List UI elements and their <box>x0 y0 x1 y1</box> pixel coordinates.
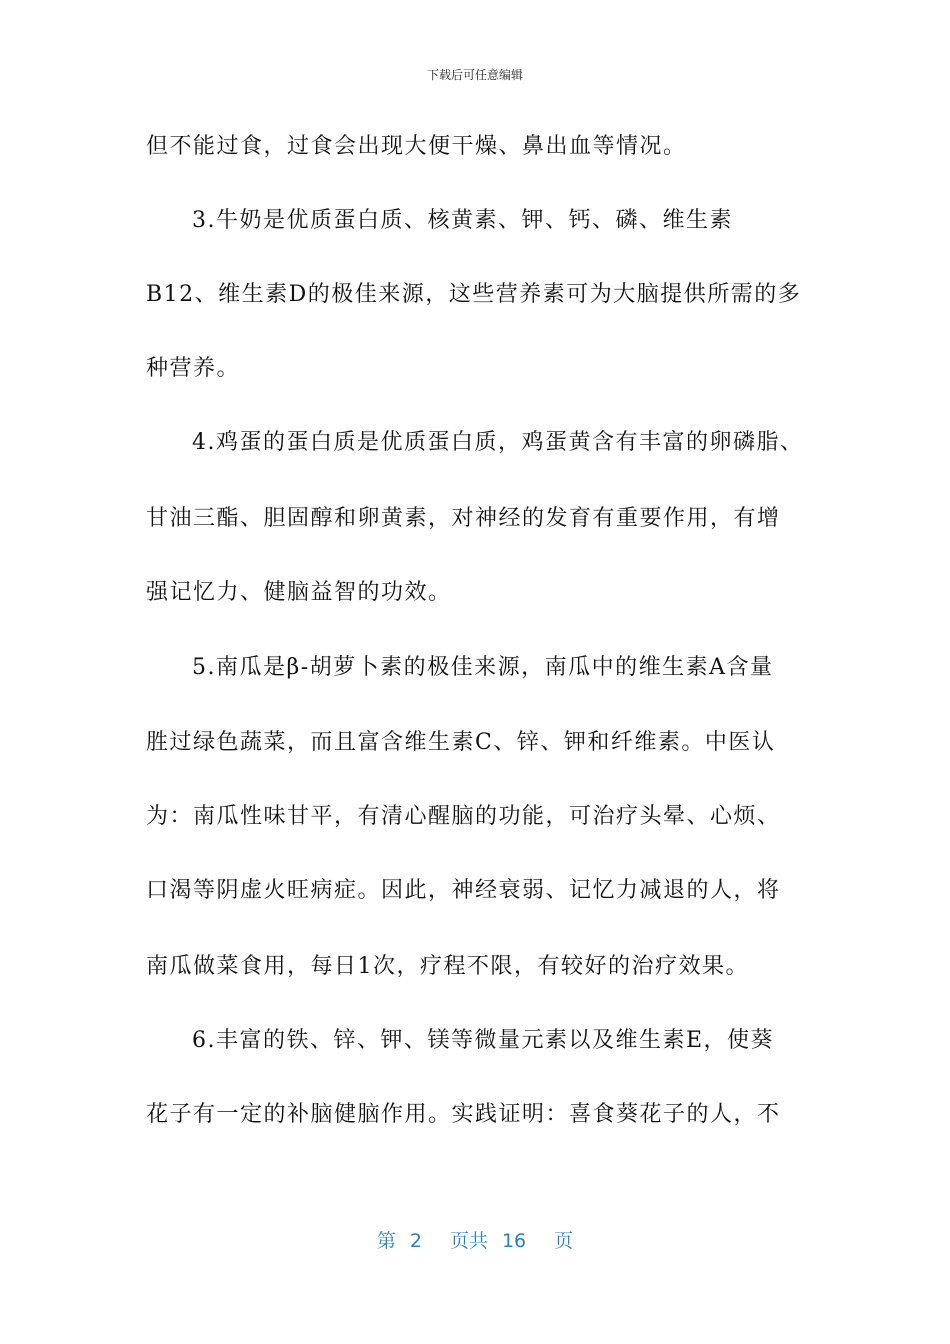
page-footer <box>0 1226 950 1253</box>
footer-total-pages: 16 <box>501 1230 527 1252</box>
body-line: 花子有一定的补脑健脑作用。实践证明：喜食葵花子的人，不 <box>146 1102 781 1127</box>
body-line: 4.鸡蛋的蛋白质是优质蛋白质，鸡蛋黄含有丰富的卵磷脂、 <box>192 430 804 455</box>
body-line: 3.牛奶是优质蛋白质、核黄素、钾、钙、磷、维生素 <box>192 208 733 233</box>
body-line: B12、维生素D的极佳来源，这些营养素可为大脑提供所需的多 <box>146 282 802 307</box>
body-line: 6.丰富的铁、锌、钾、镁等微量元素以及维生素E，使葵 <box>192 1028 775 1053</box>
body-line: 甘油三酯、胆固醇和卵黄素，对神经的发育有重要作用，有增 <box>146 506 781 531</box>
body-line: 种营养。 <box>146 356 241 381</box>
footer-prefix: 第 <box>376 1230 396 1252</box>
body-line: 为：南瓜性味甘平，有清心醒脑的功能，可治疗头晕、心烦、 <box>146 804 781 829</box>
body-line: 强记忆力、健脑益智的功效。 <box>146 580 452 605</box>
body-line: 胜过绿色蔬菜，而且富含维生素C、锌、钾和纤维素。中医认 <box>146 730 776 755</box>
body-line: 口渴等阴虚火旺病症。因此，神经衰弱、记忆力减退的人，将 <box>146 878 781 903</box>
body-line: 5.南瓜是β-胡萝卜素的极佳来源，南瓜中的维生素A含量 <box>192 655 774 680</box>
body-line: 南瓜做菜食用，每日1次，疗程不限，有较好的治疗效果。 <box>146 954 749 979</box>
footer-middle: 页共 <box>449 1230 488 1252</box>
footer-suffix: 页 <box>554 1230 574 1252</box>
footer-current-page: 2 <box>409 1230 422 1252</box>
page-header-note: 下载后可任意编辑 <box>426 68 523 82</box>
body-line: 但不能过食，过食会出现大便干燥、鼻出血等情况。 <box>146 134 687 159</box>
